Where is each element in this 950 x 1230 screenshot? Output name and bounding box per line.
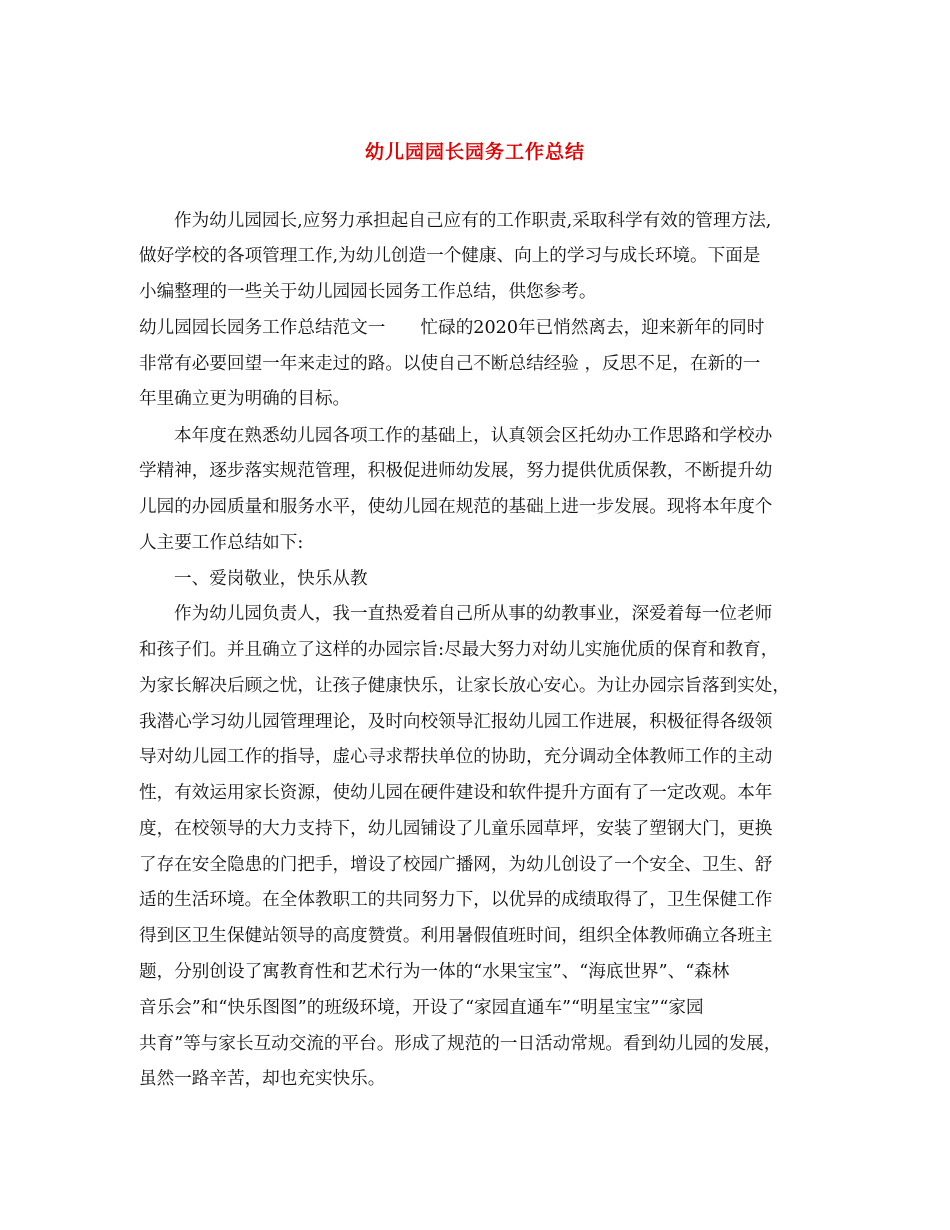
paragraph-line: 为家长解决后顾之忧，让孩子健康快乐，让家长放心安心。为让办园宗旨落到实处，	[139, 676, 790, 696]
paragraph-line: 虽然一路辛苦，却也充实快乐。	[139, 1069, 386, 1089]
paragraph-line: 本年度在熟悉幼儿园各项工作的基础上，认真领会区托幼办工作思路和学校办	[174, 426, 773, 446]
paragraph-line: 性，有效运用家长资源，使幼儿园在硬件建设和软件提升方面有了一定改观。本年	[139, 783, 773, 803]
paragraph-line: 和孩子们。并且确立了这样的办园宗旨:尽最大努力对幼儿实施优质的保育和教育，	[139, 640, 779, 660]
paragraph-line: 导对幼儿园工作的指导，虚心寻求帮扶单位的协助，充分调动全体教师工作的主动	[139, 747, 773, 767]
paragraph-line: 适的生活环境。在全体教职工的共同努力下，以优异的成绩取得了，卫生保健工作	[139, 890, 773, 910]
paragraph-line: 音乐会”和“快乐图图”的班级环境，开设了“家园直通车”“明星宝宝”“家园	[139, 998, 704, 1018]
paragraph-line: 幼儿园园长园务工作总结范文一 忙碌的2020年已悄然离去，迎来新年的同时	[139, 318, 765, 338]
document-title: 幼儿园园长园务工作总结	[364, 141, 585, 163]
paragraph-line: 作为幼儿园负责人，我一直热爱着自己所从事的幼教事业，深爱着每一位老师	[174, 604, 773, 624]
paragraph-line: 做好学校的各项管理工作,为幼儿创造一个健康、向上的学习与成长环境。下面是	[139, 246, 761, 266]
paragraph-line: 学精神，逐步落实规范管理，积极促进师幼发展，努力提供优质保教，不断提升幼	[139, 461, 773, 481]
paragraph-line: 共育”等与家长互动交流的平台。形成了规范的一日活动常规。看到幼儿园的发展，	[139, 1034, 782, 1054]
paragraph-line: 了存在安全隐患的门把手，增设了校园广播网，为幼儿创设了一个安全、卫生、舒	[139, 855, 773, 875]
paragraph-line: 儿园的办园质量和服务水平，使幼儿园在规范的基础上进一步发展。现将本年度个	[139, 497, 773, 517]
paragraph-line: 度，在校领导的大力支持下，幼儿园铺设了儿童乐园草坪，安装了塑钢大门，更换	[139, 819, 773, 839]
paragraph-line: 人主要工作总结如下:	[139, 533, 304, 553]
paragraph-line: 小编整理的一些关于幼儿园园长园务工作总结，供您参考。	[139, 282, 597, 302]
section-heading: 一、爱岗敬业，快乐从教	[174, 569, 368, 589]
paragraph-line: 非常有必要回望一年来走过的路。以使自己不断总结经验 ，反思不足，在新的一	[139, 354, 761, 374]
paragraph-line: 题，分别创设了寓教育性和艺术行为一体的“水果宝宝”、“海底世界”、“森林	[139, 962, 730, 982]
paragraph-line: 作为幼儿园园长,应努力承担起自己应有的工作职责,采取科学有效的管理方法,	[174, 211, 772, 231]
paragraph-line: 我潜心学习幼儿园管理理论，及时向校领导汇报幼儿园工作进展，积极征得各级领	[139, 712, 773, 732]
paragraph-line: 年里确立更为明确的目标。	[139, 389, 351, 409]
paragraph-line: 得到区卫生保健站领导的高度赞赏。利用暑假值班时间，组织全体教师确立各班主	[139, 926, 773, 946]
